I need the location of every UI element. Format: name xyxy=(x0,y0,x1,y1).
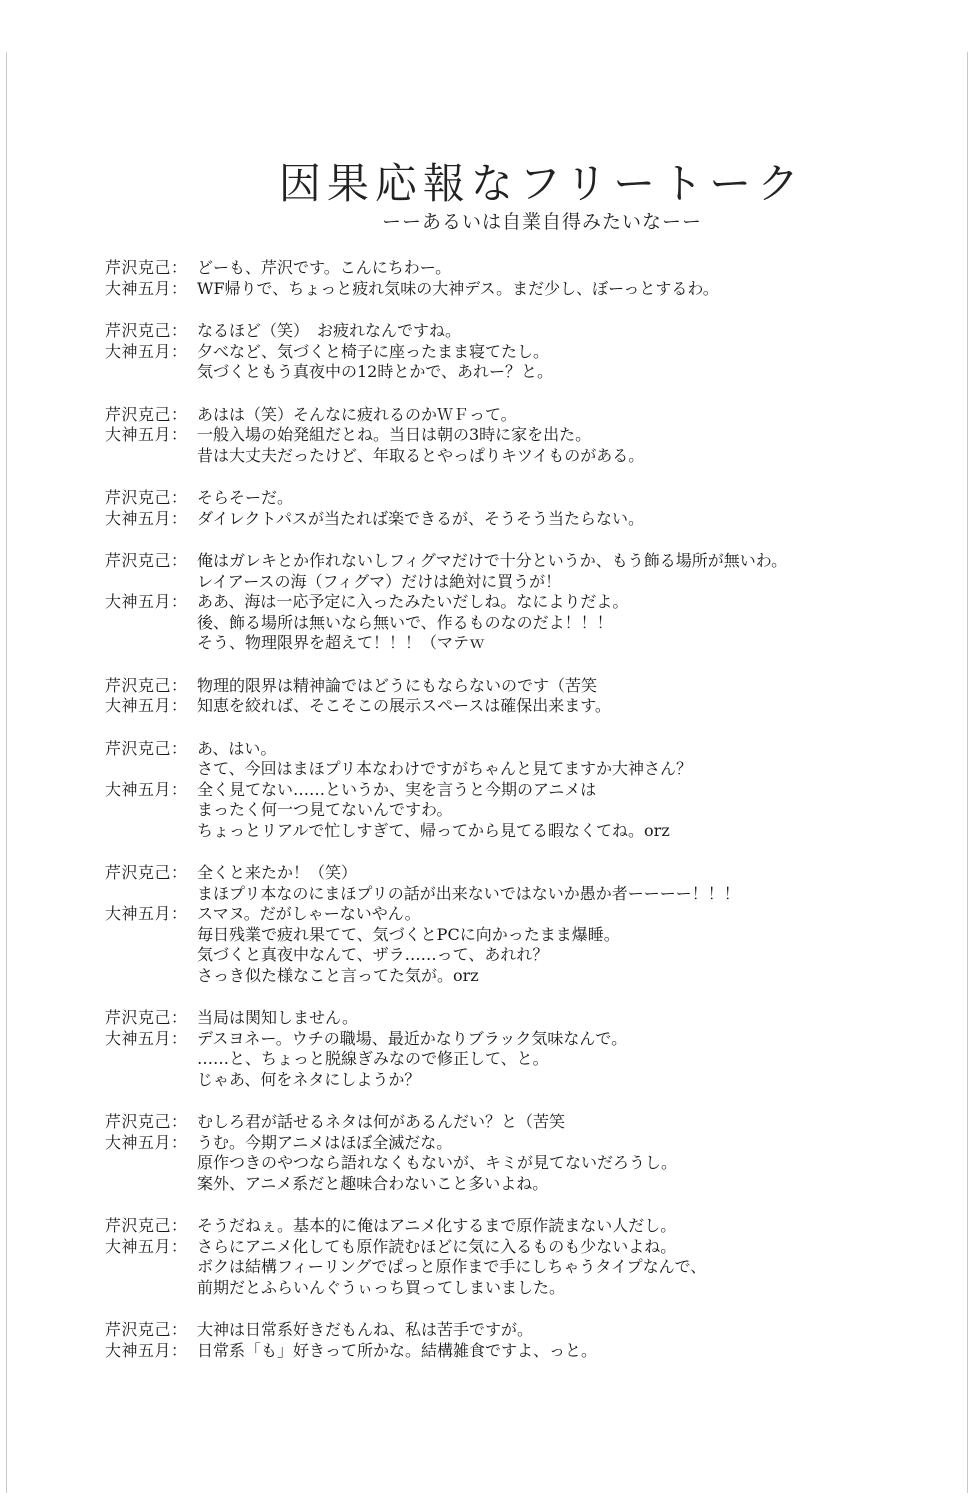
dialogue-block xyxy=(105,405,885,467)
speaker-name xyxy=(105,572,197,593)
dialogue-block xyxy=(105,551,885,654)
dialogue-line xyxy=(105,1237,885,1258)
dialogue-text: 全くと来たか！（笑） xyxy=(197,863,358,882)
speaker-name: 芹沢克己： xyxy=(105,1216,188,1235)
dialogue-block xyxy=(105,739,885,842)
speaker-name: 大神五月： xyxy=(105,696,188,715)
dialogue-text: 気づくと真夜中なんて、ザラ……って、あれれ？ xyxy=(197,945,549,964)
dialogue-line xyxy=(105,613,885,634)
dialogue-line xyxy=(105,925,885,946)
dialogue-line xyxy=(105,1112,885,1133)
dialogue-text: 物理的限界は精神論ではどうにもならないのです（苦笑 xyxy=(197,675,598,695)
dialogue-text: 案外、アニメ系だと趣味合わないこと多いよね。 xyxy=(197,1173,549,1193)
dialogue-block xyxy=(105,1008,885,1090)
dialogue-line xyxy=(105,696,885,717)
speaker-name xyxy=(105,884,197,905)
dialogue-line xyxy=(105,321,885,342)
dialogue-line xyxy=(105,1174,885,1195)
dialogue-text: そう、物理限界を超えて！！！（マテｗ xyxy=(197,633,486,652)
dialogue-line xyxy=(105,279,885,300)
speaker-name xyxy=(105,925,197,946)
speaker-name: 大神五月： xyxy=(105,1132,188,1152)
speaker-name xyxy=(105,633,197,654)
dialogue-line xyxy=(105,1278,885,1299)
dialogue-text: 俺はガレキとか作れないしフィグマだけで十分というか、もう飾る場所が無いわ。 xyxy=(197,551,788,570)
dialogue-line xyxy=(105,362,885,383)
dialogue-line xyxy=(105,1029,885,1050)
dialogue-text: うむ。今期アニメはほぼ全滅だな。 xyxy=(197,1132,453,1152)
dialogue-line xyxy=(105,633,885,654)
dialogue-text: 原作つきのやつなら語れなくもないが、キミが見てないだろうし。 xyxy=(197,1153,678,1172)
speaker-name xyxy=(105,446,197,467)
dialogue-line xyxy=(105,488,885,509)
dialogue-line xyxy=(105,425,885,446)
dialogue-line xyxy=(105,800,885,821)
dialogue-text: 毎日残業で疲れ果てて、気づくとPCに向かったまま爆睡。 xyxy=(197,924,620,944)
speaker-name xyxy=(105,1070,197,1091)
dialogue-line xyxy=(105,1049,885,1070)
dialogue-text: そらそーだ。 xyxy=(197,488,294,507)
speaker-name xyxy=(105,759,197,780)
dialogue-line xyxy=(105,1153,885,1174)
speaker-name: 芹沢克己： xyxy=(105,1320,188,1339)
dialogue-block xyxy=(105,1216,885,1298)
speaker-name xyxy=(105,966,197,987)
dialogue-line xyxy=(105,592,885,613)
dialogue-text: 当局は関知しません。 xyxy=(197,1008,358,1027)
dialogue-line xyxy=(105,405,885,426)
dialogue-block xyxy=(105,863,885,986)
dialogue-text: ボクは結構フィーリングでぱっと原作まで手にしちゃうタイプなんで、 xyxy=(197,1257,707,1276)
speaker-name: 芹沢克己： xyxy=(105,1112,188,1131)
dialogue-text: WF帰りで、ちょっと疲れ気味の大神デス。まだ少し、ぼーっとするわ。 xyxy=(197,278,719,298)
speaker-name: 大神五月： xyxy=(105,508,188,528)
dialogue-text: 後、飾る場所は無いなら無いで、作るものなのだよ！！！ xyxy=(197,612,613,632)
dialogue-line xyxy=(105,945,885,966)
speaker-name xyxy=(105,362,197,383)
speaker-name: 大神五月： xyxy=(105,425,188,444)
dialogue-line xyxy=(105,446,885,467)
dialogue xyxy=(105,258,885,1383)
speaker-name: 芹沢克己： xyxy=(105,738,188,758)
speaker-name: 芹沢克己： xyxy=(105,863,188,882)
dialogue-text: 気づくともう真夜中の12時とかで、あれー？と。 xyxy=(197,362,554,381)
dialogue-line xyxy=(105,863,885,884)
dialogue-block xyxy=(105,1320,885,1361)
dialogue-line xyxy=(105,821,885,842)
speaker-name xyxy=(105,1278,197,1299)
dialogue-block xyxy=(105,321,885,383)
dialogue-text: まほプリ本なのにまほプリの話が出来ないではないか愚か者ーーーー！！！ xyxy=(197,883,740,903)
dialogue-text: 一般入場の始発組だとね。当日は朝の3時に家を出た。 xyxy=(197,425,592,444)
speaker-name: 芹沢克己： xyxy=(105,488,188,507)
dialogue-line xyxy=(105,966,885,987)
dialogue-text: あはは（笑）そんなに疲れるのかＷＦって。 xyxy=(197,404,517,424)
dialogue-line xyxy=(105,1216,885,1237)
speaker-name: 芹沢克己： xyxy=(105,551,188,570)
speaker-name xyxy=(105,1049,197,1070)
dialogue-text: 夕べなど、気づくと椅子に座ったまま寝てたし。 xyxy=(197,341,550,361)
dialogue-text: なるほど（笑） お疲れなんですね。 xyxy=(197,321,462,340)
dialogue-line xyxy=(105,1008,885,1029)
speaker-name: 芹沢克己： xyxy=(105,1008,188,1027)
dialogue-text: まったく何一つ見てないんですわ。 xyxy=(197,800,453,819)
dialogue-text: むしろ君が話せるネタは何があるんだい？と（苦笑 xyxy=(197,1112,566,1131)
page-subtitle: ーーあるいは自業自得みたいなーー xyxy=(381,211,702,233)
title-block xyxy=(0,160,974,234)
dialogue-text: ダイレクトパスが当たれば楽できるが、そうそう当たらない。 xyxy=(197,508,645,528)
dialogue-line xyxy=(105,1257,885,1278)
dialogue-block xyxy=(105,258,885,299)
speaker-name xyxy=(105,1153,197,1174)
speaker-name xyxy=(105,821,197,842)
dialogue-block xyxy=(105,676,885,717)
dialogue-text: あ、はい。 xyxy=(197,738,277,758)
dialogue-line xyxy=(105,342,885,363)
dialogue-line xyxy=(105,884,885,905)
dialogue-text: さっき似た様なこと言ってた気が。orz xyxy=(197,965,479,985)
dialogue-text: 大神は日常系好きだもんね、私は苦手ですが。 xyxy=(197,1320,534,1339)
speaker-name: 大神五月： xyxy=(105,1236,188,1256)
speaker-name: 芹沢克己： xyxy=(105,321,188,340)
dialogue-text: 日常系「も」好きって所かな。結構雑食ですよ、っと。 xyxy=(197,1340,598,1360)
speaker-name: 大神五月： xyxy=(105,278,188,298)
dialogue-text: じゃあ、何をネタにしようか？ xyxy=(197,1069,421,1089)
speaker-name xyxy=(105,1174,197,1195)
speaker-name: 大神五月： xyxy=(105,1340,188,1360)
dialogue-text: ちょっとリアルで忙しすぎて、帰ってから見てる暇なくてね。orz xyxy=(197,820,670,840)
dialogue-text: デスヨネー。ウチの職場、最近かなりブラック気味なんで。 xyxy=(197,1028,628,1048)
dialogue-line xyxy=(105,551,885,572)
dialogue-line xyxy=(105,1341,885,1362)
dialogue-text: 全く見てない……というか、実を言うと今期のアニメは xyxy=(197,779,597,799)
page-title: 因果応報なフリートーク xyxy=(278,159,806,208)
speaker-name: 大神五月： xyxy=(105,341,188,361)
speaker-name xyxy=(105,1257,197,1278)
dialogue-line xyxy=(105,739,885,760)
dialogue-line xyxy=(105,1320,885,1341)
dialogue-text: ……と、ちょっと脱線ぎみなので修正して、と。 xyxy=(197,1049,549,1068)
speaker-name: 大神五月： xyxy=(105,779,188,799)
dialogue-text: 前期だとふらいんぐうぃっち買ってしまいました。 xyxy=(197,1277,566,1297)
dialogue-line xyxy=(105,1133,885,1154)
dialogue-line xyxy=(105,258,885,279)
dialogue-text: 昔は大丈夫だったけど、年取るとやっぱりキツイものがある。 xyxy=(197,445,645,465)
speaker-name: 芹沢克己： xyxy=(105,258,188,277)
dialogue-text: どーも、芹沢です。こんにちわー。 xyxy=(197,258,452,277)
dialogue-block xyxy=(105,1112,885,1194)
dialogue-line xyxy=(105,676,885,697)
dialogue-line xyxy=(105,509,885,530)
dialogue-text: さて、今回はまほプリ本なわけですがちゃんと見てますか大神さん？ xyxy=(197,759,693,778)
dialogue-text: そうだねぇ。基本的に俺はアニメ化するまで原作読まない人だし。 xyxy=(197,1216,677,1235)
dialogue-line xyxy=(105,1070,885,1091)
dialogue-line xyxy=(105,904,885,925)
dialogue-line xyxy=(105,780,885,801)
dialogue-text: レイアースの海（フィグマ）だけは絶対に買うが！ xyxy=(197,571,562,591)
speaker-name: 芹沢克己： xyxy=(105,404,188,424)
speaker-name: 大神五月： xyxy=(105,592,188,611)
speaker-name xyxy=(105,945,197,966)
dialogue-text: ああ、海は一応予定に入ったみたいだしね。なによりだよ。 xyxy=(197,592,629,611)
dialogue-text: スマヌ。だがしゃーないやん。 xyxy=(197,904,421,923)
dialogue-text: 知恵を絞れば、そこそこの展示スペースは確保出来ます。 xyxy=(197,696,611,715)
dialogue-line xyxy=(105,759,885,780)
speaker-name xyxy=(105,800,197,821)
dialogue-text: さらにアニメ化しても原作読むほどに気に入るものも少ないよね。 xyxy=(197,1236,677,1256)
speaker-name: 大神五月： xyxy=(105,1028,188,1048)
dialogue-line xyxy=(105,572,885,593)
speaker-name: 大神五月： xyxy=(105,904,188,923)
speaker-name xyxy=(105,613,197,634)
dialogue-block xyxy=(105,488,885,529)
speaker-name: 芹沢克己： xyxy=(105,675,188,695)
